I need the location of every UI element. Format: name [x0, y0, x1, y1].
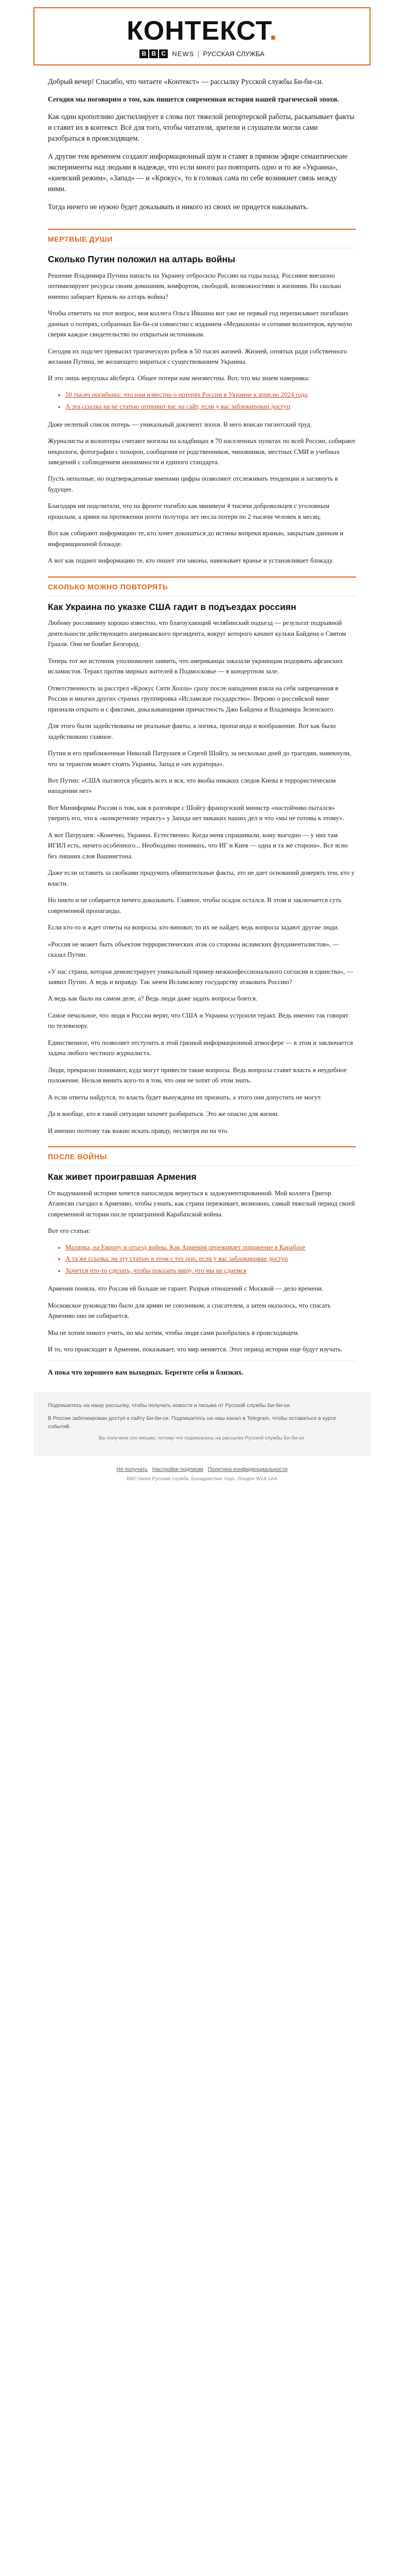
section-label: СКОЛЬКО МОЖНО ПОВТОРЯТЬ — [48, 583, 356, 596]
article-paragraph: Решение Владимира Путина напасть на Украину отбросило Россию на годы назад. Россияне внезапно оптимизируют ресурсы своим домашним, комфортом, свободой, возможностями и жизнями. Но сколько именно забирает Кремль на алтарь войны? — [48, 272, 341, 300]
article-link[interactable]: 50 тысяч погибших: что нам известно о потерях России в Украине к апрелю 2024 года — [65, 391, 308, 398]
bbc-logo-letter: B — [149, 49, 158, 58]
intro-paragraph: Как один кропотливо дистиллирует в слова пот тяжелой репортерской работы, раскапывает факты и ставит их в контекст. Всё для того, чтобы читатели, зрители и слушатели могли сами разобраться в происходящем. — [48, 112, 355, 143]
article-paragraph: Если кто-то и ждет ответы на вопросы, кто виноват, то их не найдет, ведь вопросы задают другие люди. — [48, 924, 339, 931]
article-paragraph: Даже если оставить за скобками продумать обвинительные факты, это не дает оснований доверять тем, кто у власти. — [48, 869, 355, 887]
brand-service-label: РУССКАЯ СЛУЖБА — [203, 50, 265, 58]
article-title: Как живет проигравшая Армения — [48, 1172, 197, 1182]
article — [48, 1166, 356, 1354]
section-after-war — [33, 1142, 371, 1354]
intro-greeting: Добрый вечер! Спасибо, что читаете «Контекст» — рассылку Русской службы Би-би-си. — [48, 78, 324, 86]
article-paragraph: Чтобы ответить на этот вопрос, моя коллега Ольга Ившина вот уже не первый год переписывает погибших данных о потерях, собранных Би-би-си совместно с изданием «Медиазона» и сотнями волонтеров, вручную сверяя каждое свидетельство по открытым источникам. — [48, 310, 352, 338]
article-paragraph: И то, что происходит в Армении, показывает, что мир меняется. Этот период истории еще будут изучать. — [48, 1346, 343, 1353]
article-paragraph: Московское руководство было для армян не союзником, а спасателем, а затем оказалось, что спасать Армению оно не собирается. — [48, 1301, 331, 1320]
article-paragraph: «Россия не может быть объектом террористических атак со стороны исламских фундаменталистов», — сказал Путин. — [48, 940, 339, 959]
article-paragraph: Пусть неполные, но подтвержденные именами цифры позволяют отслеживать тенденции и заглянуть в будущее. — [48, 475, 338, 493]
article-paragraph: Вот как собирают информацию те, кто хочет докопаться до истины вопреки вранью, закрытым данным и информационной блокаде. — [48, 530, 344, 548]
article — [48, 248, 356, 566]
article-paragraph: А ведь как было на самом деле, а? Ведь люди даже задать вопросы боятся. — [48, 995, 257, 1003]
article-paragraph: Для этого были задействованы не реальные факты, а логика, пропаганда и воображение. Вот как было задействовано главное. — [48, 722, 336, 740]
article-link[interactable]: Малярка, на Европу и отъезд войны. Как Армения переживает поражение в Карабахе — [65, 1243, 306, 1251]
privacy-policy-link[interactable]: Политика конфиденциальности — [207, 1466, 288, 1473]
article — [48, 596, 356, 1136]
footer-paragraph: В России заблокирован доступ к сайту Би-би-си. Подпишитесь на наш канал в Telegram, чтобы оставаться в курсе событий. — [48, 1415, 337, 1430]
section-label: ПОСЛЕ ВОЙНЫ — [48, 1153, 356, 1166]
article-title: Сколько Путин положил на алтарь войны — [48, 254, 236, 265]
article-paragraph: Благодаря им подсчитали, что на фронте погибло как минимум 4 тысячи добровольцев с уголовным прошлым, а армия на протяжении почти полутора лет несла потери по 2 тысячи человек в месяц. — [48, 502, 329, 520]
footer — [33, 1392, 371, 1456]
brand-news-label: NEWS — [172, 50, 195, 58]
intro-lead: Сегодня мы поговорим о том, как пишется современная история нашей трагической эпохи. — [48, 95, 339, 104]
intro-paragraph: Тогда ничего не нужно будет доказывать и никого из своих не придется наказывать. — [48, 202, 309, 211]
article-paragraph: Армения поняла, что Россия ей больше не гарант. Разрыв отношений с Москвой — дело времени. — [48, 1285, 324, 1293]
article-paragraph: Но никто и не собирается ничего доказывать. Главное, чтобы осадок остался. В этом и заключается суть современной пропаганды. — [48, 896, 342, 914]
intro — [33, 65, 371, 225]
article-link-list — [65, 390, 356, 412]
article-paragraph: «У нас страна, которая демонстрирует уникальный пример межконфессионального согласия и единства», — заявил Путин. А ведь и вправду. Так зачем Исламскому государству атаковать Россию? — [48, 968, 354, 986]
article-paragraph: Да и вообще, кто в такой ситуации захочет разбираться. Это же опасно для жизни. — [48, 1110, 279, 1118]
bbc-logo-letter: C — [159, 49, 168, 58]
article-paragraph: А если ответы найдутся, то власть будет вынуждена их признать, а этого они допустить не могут. — [48, 1093, 322, 1101]
brand-line — [34, 49, 370, 58]
unsubscribe-link[interactable]: Не получать — [116, 1466, 148, 1473]
list-item — [65, 402, 356, 412]
section-dead-souls — [33, 225, 371, 566]
article-link[interactable]: А та же ссылка, на эту статью в этом с тех пор, если у вас заблокирован доступ — [65, 1255, 288, 1263]
list-item — [65, 1266, 356, 1276]
article-paragraph: Самое печальное, что люди в России верят, что США и Украина устроили теракт. Ведь именно так говорят по телевизору. — [48, 1011, 348, 1030]
logo-text: КОНТЕКСТ — [127, 16, 270, 46]
article-paragraph: Вот его статьи: — [48, 1227, 91, 1235]
list-item — [65, 1243, 356, 1253]
logo-dot: . — [269, 16, 277, 46]
footer-fine-print: Вы получили это письмо, потому что подписались на рассылку Русской службы Би-би-си. — [98, 1435, 306, 1442]
article-paragraph: Единственное, что позволяет отступить в этой грязной информационной атмосфере — в этом и заключается задача любого честного журналиста. — [48, 1039, 353, 1057]
article-paragraph: И именно поэтому так важно искать правду, несмотря ни на что. — [48, 1127, 229, 1134]
article-paragraph: И это лишь верхушка айсберга. Общее потери нам неизвестны. Вот, что мы знаем наверняка: — [48, 375, 310, 382]
article-paragraph: Ответственность за расстрел «Крокус Сити Холла» сразу после нападения взяла на себя запрещенная в России и многих других странах группировка «Исламское государство». Версию о российской вине признали открыто и с фактами, доказывающими причастность Джо Байдена и Владимира Зеленского. — [48, 684, 339, 713]
masthead — [33, 7, 371, 65]
bbc-logo-letter: B — [139, 49, 148, 58]
article-paragraph: Люди, прекрасно понимают, куда могут привести такие вопросы. Ведь вопросы ставят власть в неудобное положение. Нельзя винить кого-то в том, что они не хотят об этом знать. — [48, 1066, 347, 1084]
list-item — [65, 1254, 356, 1264]
subscription-settings-link[interactable]: Настройки подписки — [152, 1466, 203, 1473]
article-paragraph: Путин и его приближенные Николай Патрушев и Сергей Шойгу, за несколько дней до трагедии, намекнули, что за терактом может стоять Украина, Запад и «их кураторы». — [48, 750, 352, 768]
section-label: МЕРТВЫЕ ДУШИ — [48, 235, 356, 248]
list-item — [65, 390, 356, 400]
article-link[interactable]: А эта ссылка на не статью отправит вас на сайт, если у вас заблокирован доступ — [65, 402, 291, 410]
closing-note: А пока что хорошего вам выходных. Берегите себя и близких. — [48, 1361, 356, 1389]
intro-paragraph: А другие тем временем создают информационный шум и ставят в прямом эфире семантические эксперименты над людьми в надежде, что если много раз повторить одно и то же «Украина», «киевский режим», «Запад» — и «Крокус», то в головах сама по себе возникнет связь между ними. — [48, 152, 348, 194]
bbc-logo — [139, 49, 168, 58]
footer-bar — [33, 1456, 371, 1484]
article-title: Как Украина по указке США гадит в подъездах россиян — [48, 601, 296, 612]
section-divider — [48, 229, 356, 230]
article-paragraph: Вот Миниформы России о том, как в разговоре с Шойгу французский министр «настойчиво пытался» уверить его, что к «конкретному теракту» у Запада нет никаких наших дел и что «мы не готовы к этому». — [48, 804, 344, 822]
article-paragraph: Мы не хотим никого учить, но мы хотим, чтобы люди сами разобрались в происходящем. — [48, 1329, 300, 1336]
footer-paragraph: Подпишитесь на нашу рассылку, чтобы получать новости и письма от Русской службы Би-би-си. — [48, 1402, 291, 1409]
section-divider — [48, 1146, 356, 1147]
article-paragraph: Журналисты и волонтеры считают могилы на кладбищах в 70 населенных пунктах по всей России, собирают некрологи, фотографии с похорон, сообщения от родственников, чиновников, местных СМИ и учебных заведений с соблюдением анонимности и единого стандарта. — [48, 437, 356, 466]
article-link-list — [65, 1243, 356, 1276]
article-paragraph: Даже нелепый список потерь — уникальный документ эпохи. В него вписан гигантский труд. — [48, 420, 312, 428]
article-paragraph: Сегодня их подсчет превысил трагическую рубеж в 50 тысяч жизней. Жизней, отнятых ради собственного желания Путина, не желающего мириться с существованием Украины. — [48, 347, 347, 365]
newsletter-logo — [34, 18, 370, 44]
article-paragraph: А вот Патрушев: «Конечно, Украина. Естественно. Когда меня спрашивали, кому выгодно — у них там ИГИЛ есть, ничего особенного... Необходимо понимать, что ИГ и Киев — одна и та же сторона». Все ясно без лишних слов Вашингтона. — [48, 831, 348, 860]
footer-links — [33, 1466, 371, 1472]
footer-address: BBC News Русская служба, Броадкастинг Хаус, Лондон W1A 1AA — [127, 1476, 277, 1482]
brand-divider — [198, 50, 199, 58]
section-divider — [48, 577, 356, 578]
article-paragraph: Любому россиянину хорошо известно, что благоухающий челябинский подъезд — результат подрывной деятельности действующего американского президента, вокруг которого качают кульки Байдена о Святом Грааля. Они не бомбят Белгород. — [48, 619, 346, 648]
section-repeat — [33, 572, 371, 1136]
newsletter-sheet — [33, 7, 371, 1484]
article-paragraph: А вот как подают информацию те, кто пишет эти законы, навязывает вранье и устанавливает блокаду. — [48, 557, 334, 565]
article-link[interactable]: Хочется что-то сделать, чтобы показать миру, что мы не сдаемся — [65, 1267, 247, 1275]
article-paragraph: От выдуманной истории хочется напоследок вернуться к задокументированной. Мой коллега Григор Атанесян съездил в Армению, чтобы узнать, как страна переживает, возможно, самый тяжелый период своей современной истории после проигранной Карабахской войны. — [48, 1189, 355, 1218]
article-paragraph: Теперь тот же источник уполномочен заявить, что американцы заказали украинцам подорвать афганских исламистов. Теракт против мирных жителей в Подмосковье — в концертном зале. — [48, 657, 343, 675]
article-paragraph: Вот Путин: «США пытаются убедить всех и вся, что якобы никаких следов Киева в террористическом нападении нет» — [48, 776, 336, 795]
